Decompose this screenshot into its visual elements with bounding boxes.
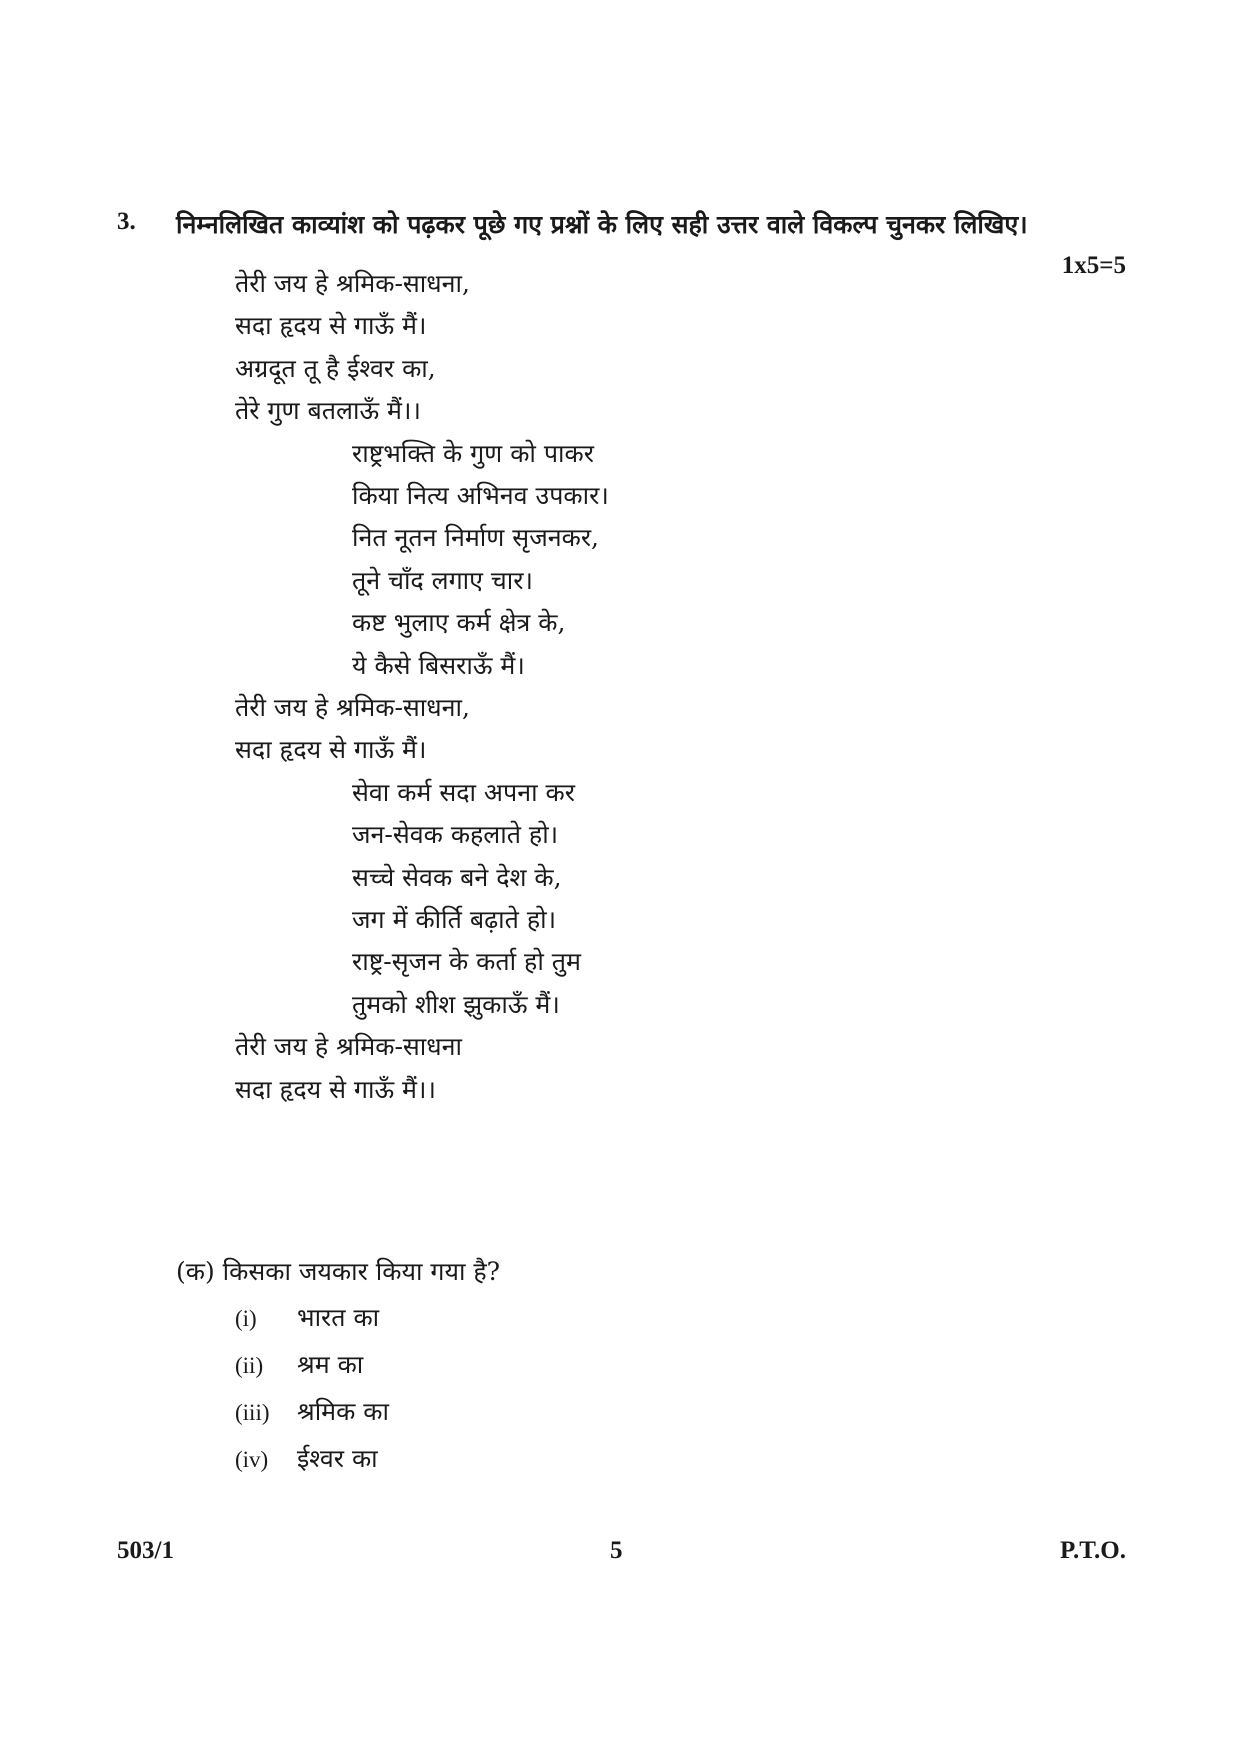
question-text: निम्नलिखित काव्यांश को पढ़कर पूछे गए प्रश्नों के लिए सही उत्तर वाले विकल्प चुनकर लिखिए। — [176, 210, 1028, 239]
option-number: (i) — [235, 1306, 257, 1331]
poem-line: तूने चाँद लगाए चार। — [352, 565, 533, 595]
poem-line: तेरी जय हे श्रमिक-साधना — [235, 1032, 462, 1062]
option-text: भारत का — [297, 1303, 380, 1332]
poem-line: तेरी जय हे श्रमिक-साधना, — [235, 269, 470, 298]
answer-option — [235, 1441, 378, 1475]
answer-option — [235, 1394, 389, 1428]
option-number: (iii) — [235, 1400, 270, 1425]
poem-line: सेवा कर्म सदा अपना कर — [352, 777, 575, 807]
answer-option — [235, 1347, 363, 1381]
poem-line: तेरी जय हे श्रमिक-साधना, — [235, 693, 470, 722]
poem-line: ये कैसे बिसराऊँ मैं। — [352, 650, 525, 680]
question-marks: 1x5=5 — [1061, 252, 1126, 279]
sub-question-label: (क) — [176, 1257, 215, 1286]
poem-line: राष्ट्र-सृजन के कर्ता हो तुम — [352, 947, 581, 977]
option-text: श्रम का — [297, 1350, 364, 1379]
poem-line: जन-सेवक कहलाते हो। — [352, 820, 559, 850]
option-text: ईश्वर का — [297, 1444, 378, 1473]
poem-line: अग्रदूत तू है ईश्वर का, — [235, 353, 436, 383]
poem-line: जग में कीर्ति बढ़ाते हो। — [352, 905, 557, 934]
sub-question — [176, 1254, 500, 1288]
poem-line: किया नित्य अभिनव उपकार। — [352, 481, 609, 510]
poem-line: राष्ट्रभक्ति के गुण को पाकर — [352, 438, 594, 468]
page-number: 5 — [610, 1537, 623, 1564]
option-text: श्रमिक का — [297, 1397, 389, 1426]
option-number: (ii) — [235, 1353, 264, 1378]
poem-line: सदा हृदय से गाऊँ मैं। — [235, 311, 427, 341]
answer-option — [235, 1300, 379, 1334]
poem-line: सच्चे सेवक बने देश के, — [352, 862, 562, 892]
poem-line: सदा हृदय से गाऊँ मैं।। — [235, 1074, 436, 1104]
poem-line: कष्ट भुलाए कर्म क्षेत्र के, — [352, 608, 566, 638]
poem-line: सदा हृदय से गाऊँ मैं। — [235, 735, 427, 765]
question-number: 3. — [117, 208, 136, 235]
paper-code: 503/1 — [117, 1537, 174, 1564]
option-number: (iv) — [235, 1447, 269, 1472]
poem-line: तुमको शीश झुकाऊँ मैं। — [352, 989, 560, 1019]
sub-question-text: किसका जयकार किया गया है? — [222, 1257, 501, 1286]
poem-line: तेरे गुण बतलाऊँ मैं।। — [235, 396, 421, 426]
please-turn-over: P.T.O. — [1060, 1537, 1126, 1564]
poem-line: नित नूतन निर्माण सृजनकर, — [352, 523, 599, 553]
